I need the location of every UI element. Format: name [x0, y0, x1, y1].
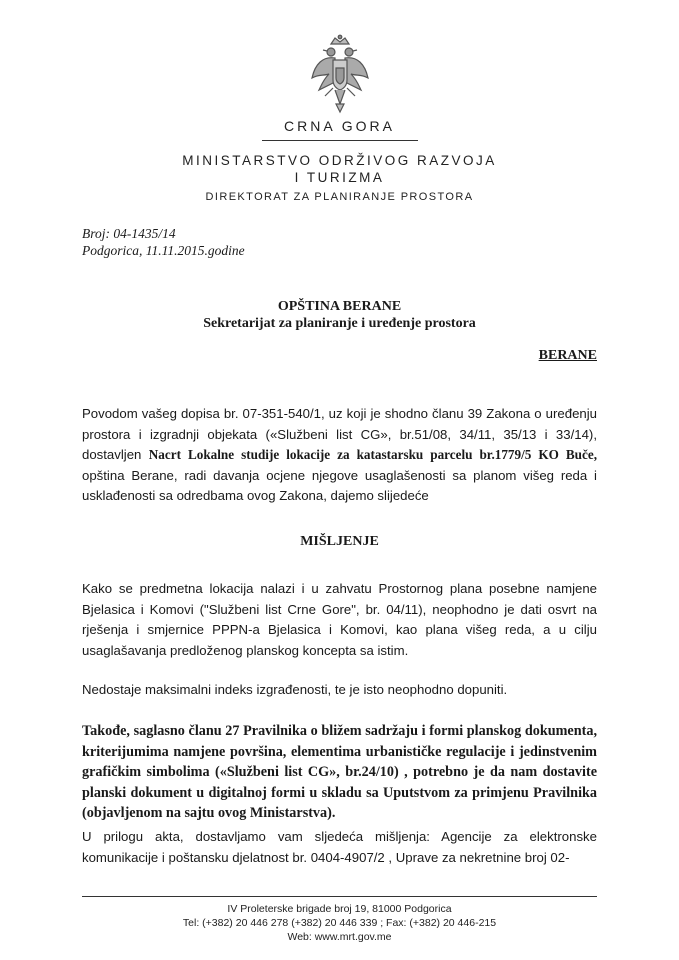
recipient-secretariat: Sekretarijat za planiranje i uređenje prostora — [203, 316, 476, 331]
place-and-date: Podgorica, 11.11.2015.godine — [82, 243, 245, 258]
directorate-name: DIREKTORAT ZA PLANIRANJE PROSTORA — [205, 191, 474, 203]
country-name: CRNA GORA — [283, 118, 395, 134]
document-number: Broj: 04-1435/14 — [82, 226, 176, 241]
paragraph-spatial-plan: Kako se predmetna lokacija nalazi i u zahvatu Prostornog plana posebne namjene Bjelasica i Komovi ("Službeni list Crne Gore", br. 04/11), neophodno je dati osvrt na rješenja i smjernice PPPN-a Bjelasica i Komovi, kao plana višeg reda, a u cilju usaglašavanja predloženog planskog koncepta sa istim. — [82, 581, 597, 658]
footer-address: IV Proleterske brigade broj 19, 81000 Podgorica — [227, 903, 452, 915]
ministry-name-line1: MINISTARSTVO ODRŽIVOG RAZVOJA — [182, 153, 497, 168]
intro-text-bold: Nacrt Lokalne studije lokacije za katastarsku parcelu br.1779/5 KO Buče, — [148, 447, 598, 462]
coat-of-arms-icon — [309, 34, 371, 114]
footer-website: Web: www.mrt.gov.me — [287, 931, 392, 943]
opinion-heading: MIŠLJENJE — [300, 534, 379, 549]
intro-text-end: opština Berane, radi davanja ocjene njegove usaglašenosti sa planom višeg reda i usklađenosti sa odredbama ovog Zakona, dajemo slijedeće — [82, 467, 597, 503]
header-divider — [262, 140, 418, 141]
recipient-city: BERANE — [538, 348, 597, 363]
recipient-municipality: OPŠTINA BERANE — [277, 299, 402, 314]
intro-text-start: Povodom vašeg dopisa br. 07-351-540/1, uz koji je shodno članu 39 Zakona o uređenju prostora i izgradnji objekata («Službeni list CG», br.51/08, 34/11, 35/13 i 33/14), dostavljen — [82, 406, 597, 462]
paragraph-regulation: Takođe, saglasno članu 27 Pravilnika o bližem sadržaju i formi planskog dokumenta, kriterijumima namjene površina, elementima urbanističke regulacije i jedinstvenim grafičkim simbolima («Službeni list CG», br.24/10) , potrebno je da nam dostavite planski dokument u digitalnoj formi u skladu sa Uputstvom za primjenu Pravilnika (objavljenom na sajtu ovog Ministarstva). — [82, 723, 597, 821]
paragraph-missing-index: Nedostaje maksimalni indeks izgrađenosti, te je isto neophodno dopuniti. — [82, 682, 508, 697]
intro-paragraph — [82, 404, 597, 507]
footer-phones: Tel: (+382) 20 446 278 (+382) 20 446 339 ; Fax: (+382) 20 446-215 — [182, 917, 497, 929]
ministry-name-line2: I TURIZMA — [294, 170, 385, 185]
paragraph-attachments: U prilogu akta, dostavljamo vam sljedeća mišljenja: Agencije za elektronske komunikacije i poštansku djelatnost br. 0404-4907/2 , Uprave za nekretnine broj 02- — [82, 829, 597, 865]
footer-divider — [82, 896, 597, 897]
